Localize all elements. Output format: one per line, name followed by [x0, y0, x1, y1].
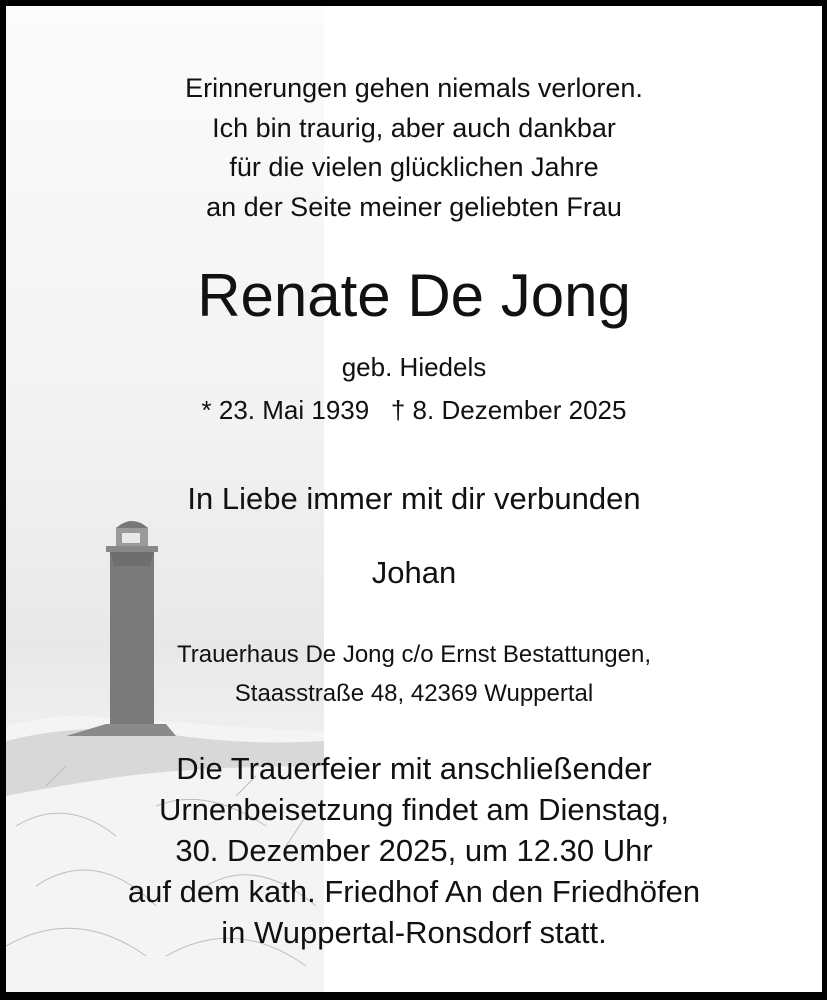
closing-line: In Liebe immer mit dir verbunden [187, 481, 641, 516]
verse-line: Erinnerungen gehen niemals verloren. [185, 73, 643, 103]
ceremony-line: Urnenbeisetzung findet am Dienstag, [158, 792, 670, 827]
ceremony-line: 30. Dezember 2025, um 12.30 Uhr [175, 833, 653, 868]
signer: Johan [371, 555, 457, 590]
ceremony-line: auf dem kath. Friedhof An den Friedhöfen [127, 874, 701, 909]
verse-line: für die vielen glücklichen Jahre [229, 152, 599, 182]
address-line: Staasstraße 48, 42369 Wuppertal [234, 680, 594, 707]
verse-line: an der Seite meiner geliebten Frau [206, 192, 622, 222]
birth-name: geb. Hiedels [341, 352, 487, 382]
ceremony-line: Die Trauerfeier mit anschließender [176, 751, 652, 786]
deceased-name: Renate De Jong [197, 262, 631, 329]
life-dates: * 23. Mai 1939 † 8. Dezember 2025 [201, 395, 627, 425]
ceremony-line: in Wuppertal-Ronsdorf statt. [221, 915, 607, 950]
verse-line: Ich bin traurig, aber auch dankbar [212, 113, 616, 143]
address-line: Trauerhaus De Jong c/o Ernst Bestattungen, [176, 641, 652, 668]
